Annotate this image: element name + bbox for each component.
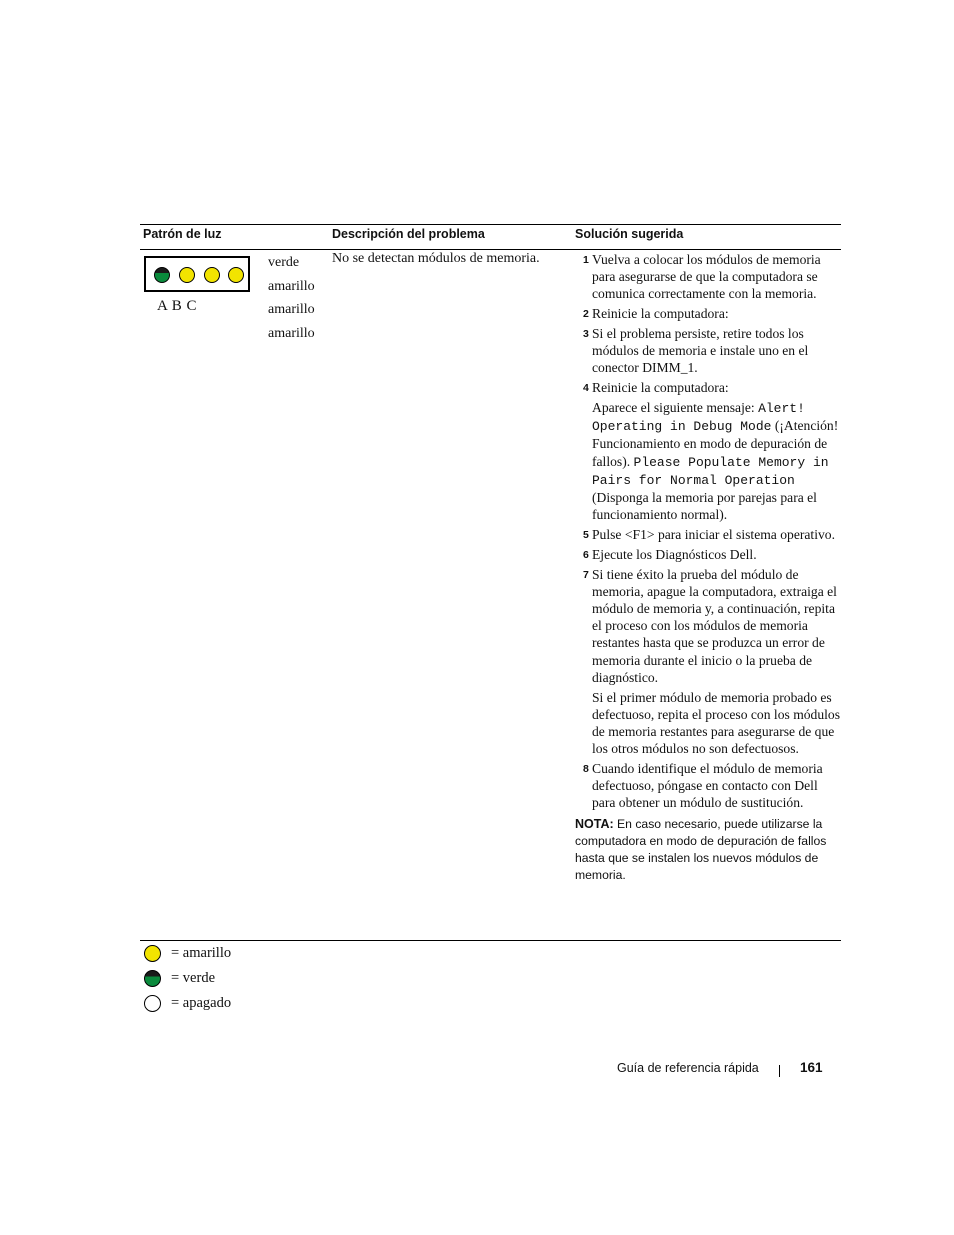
problem-description: No se detectan módulos de memoria. xyxy=(332,251,540,266)
legend-green: = verde xyxy=(144,970,215,987)
light-color-3: amarillo xyxy=(268,302,315,318)
light-4-yellow-icon xyxy=(228,267,244,283)
light-color-2: amarillo xyxy=(268,278,315,294)
light-colors-list xyxy=(268,251,315,346)
table-top-rule xyxy=(140,224,841,225)
header-suggested-solution: Solución sugerida xyxy=(575,227,684,241)
diagnostic-lights-panel xyxy=(144,256,250,292)
green-light-icon xyxy=(144,970,161,987)
solution-step: 6 Ejecute los Diagnósticos Dell. xyxy=(583,546,757,562)
footer-title: Guía de referencia rápida xyxy=(617,1061,759,1075)
suggested-solution xyxy=(575,251,841,884)
light-3-yellow-icon xyxy=(204,267,220,283)
solution-step: 4 Reinicie la computadora: xyxy=(583,380,729,396)
solution-step: 3 Si el problema persiste, retire todos los módulos de memoria e instale uno en el conector DIMM_1. xyxy=(583,326,809,376)
debug-mode-message: Aparece el siguiente mensaje: Alert! Operating in Debug Mode (¡Atención! Funcionamiento en modo de depuración de fallos). Please Populate Memory in Pairs for Normal Operation (Disponga la memoria por parejas para el funcionamiento normal). xyxy=(592,400,839,523)
footer-separator xyxy=(779,1065,780,1077)
header-problem-description: Descripción del problema xyxy=(332,227,485,241)
legend-off: = apagado xyxy=(144,995,231,1012)
page-number: 161 xyxy=(800,1060,823,1075)
note-text: En caso necesario, puede utilizarse la computadora en modo de depuración de fallos hasta que se instalen los nuevos módulos de memoria. xyxy=(575,816,827,882)
light-1-green-icon xyxy=(154,267,170,283)
solution-step: 2 Reinicie la computadora: xyxy=(583,306,729,322)
solution-step: 8 Cuando identifique el módulo de memoria defectuoso, póngase en contacto con Dell para obtener un módulo de sustitución. xyxy=(583,761,823,811)
legend-yellow: = amarillo xyxy=(144,945,231,962)
solution-step: 1 Vuelva a colocar los módulos de memoria para asegurarse de que la computadora se comunica correctamente con la memoria. xyxy=(583,252,821,302)
table-bottom-rule xyxy=(140,940,841,941)
header-rule xyxy=(140,249,841,250)
note xyxy=(575,816,841,884)
step-7-extra: Si el primer módulo de memoria probado es defectuoso, repita el proceso con los módulos de memoria restantes para asegurarse de que los otros módulos no son defectuosos. xyxy=(592,689,841,757)
lights-label: A B C xyxy=(157,298,198,314)
note-label: NOTA: xyxy=(575,816,614,831)
light-2-yellow-icon xyxy=(179,267,195,283)
header-light-pattern: Patrón de luz xyxy=(143,227,222,241)
solution-step: 5 Pulse <F1> para iniciar el sistema operativo. xyxy=(583,527,835,543)
light-color-4: amarillo xyxy=(268,326,315,342)
off-light-icon xyxy=(144,995,161,1012)
yellow-light-icon xyxy=(144,945,161,962)
solution-step: 7 Si tiene éxito la prueba del módulo de memoria, apague la computadora, extraiga el módulo de memoria y, a continuación, repita el proceso con los módulos de memoria restantes hasta que se produzca un error de memoria durante el inicio o la prueba de diagnóstico. xyxy=(583,566,837,685)
light-color-1: verde xyxy=(268,255,300,270)
